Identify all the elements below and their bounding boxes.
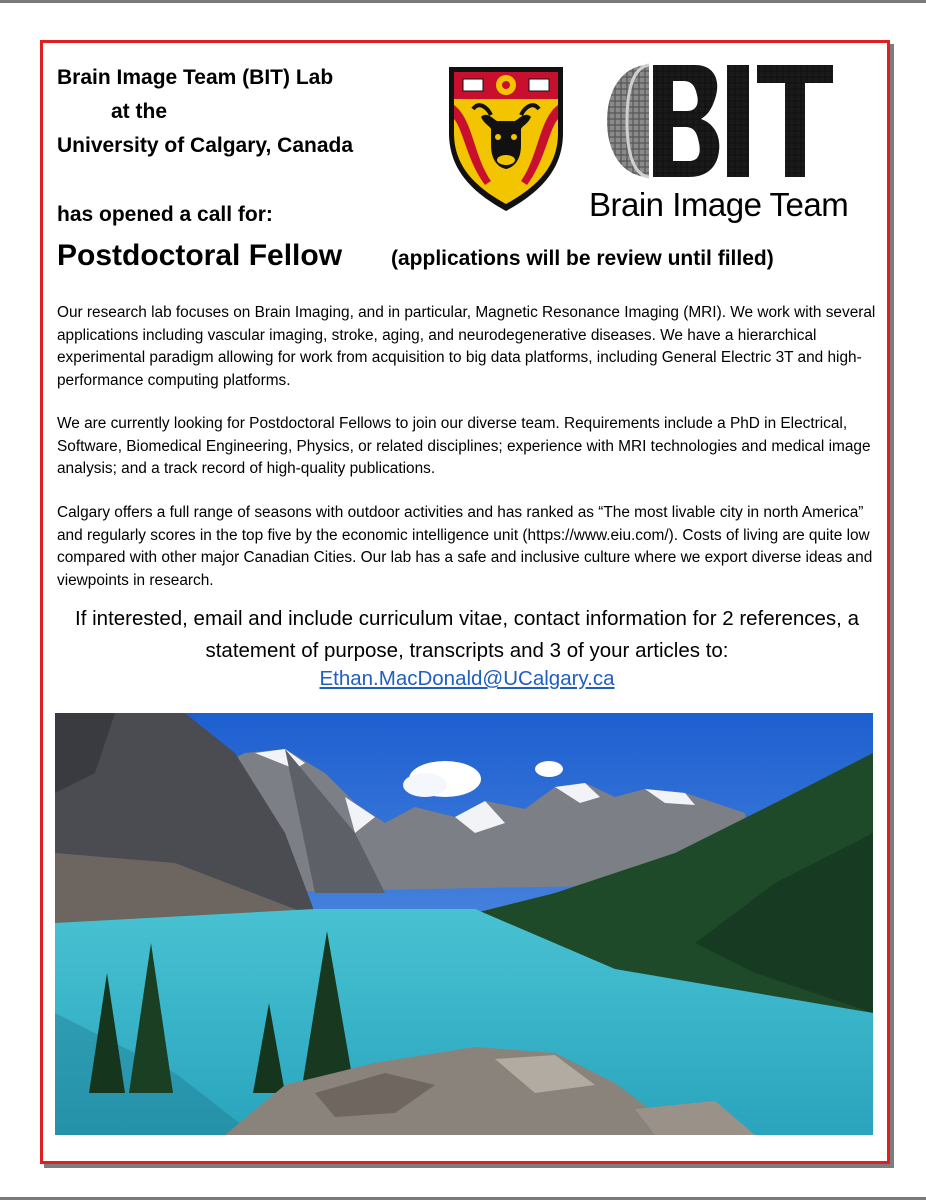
bit-team-name: Brain Image Team	[589, 186, 849, 223]
flyer-page	[40, 40, 890, 1164]
top-rule	[0, 0, 926, 3]
email-line	[57, 667, 877, 691]
at-the-text: at the	[111, 100, 168, 123]
research-paragraph: Our research lab focuses on Brain Imaging, and in particular, Magnetic Resonance Imaging (MRI). We work with several applications including vascular imaging, stroke, aging, and neurodegenerative diseases. We have a hierarchical experimental paradigm allowing for work from acquisition to big data platforms, including General Electric 3T and high-performance computing platforms.	[57, 304, 876, 389]
lab-name: Brain Image Team (BIT) Lab	[57, 66, 334, 89]
requirements-paragraph: We are currently looking for Postdoctoral Fellows to join our diverse team. Requirements include a PhD in Electrical, Software, Biomedical Engineering, Physics, or related disciplines; experience with MRI technologies and medical image analysis; and a track record of high-quality publications.	[57, 415, 871, 477]
lab-header	[57, 61, 353, 163]
call-heading: has opened a call for:	[57, 203, 273, 226]
email-link[interactable]: Ethan.MacDonald@UCalgary.ca	[319, 667, 615, 690]
contact-instructions: If interested, email and include curriculum vitae, contact information for 2 references, a statement of purpose, transcripts and 3 of your articles to:	[75, 607, 859, 662]
university-name: University of Calgary, Canada	[57, 134, 354, 157]
position-title: Postdoctoral Fellow	[57, 239, 343, 272]
university-crest-icon	[445, 63, 567, 213]
calgary-paragraph: Calgary offers a full range of seasons with outdoor activities and has ranked as “The most livable city in north America” and regularly scores in the top five by the economic intelligence unit (https://www.eiu.com/). Costs of living are quite low compared with other major Canadian Cities. Our lab has a safe and inclusive culture where we export diverse ideas and viewpoints in research.	[57, 504, 873, 589]
mountain-lake-photo	[55, 713, 873, 1135]
review-note: (applications will be review until filled)	[391, 247, 774, 270]
